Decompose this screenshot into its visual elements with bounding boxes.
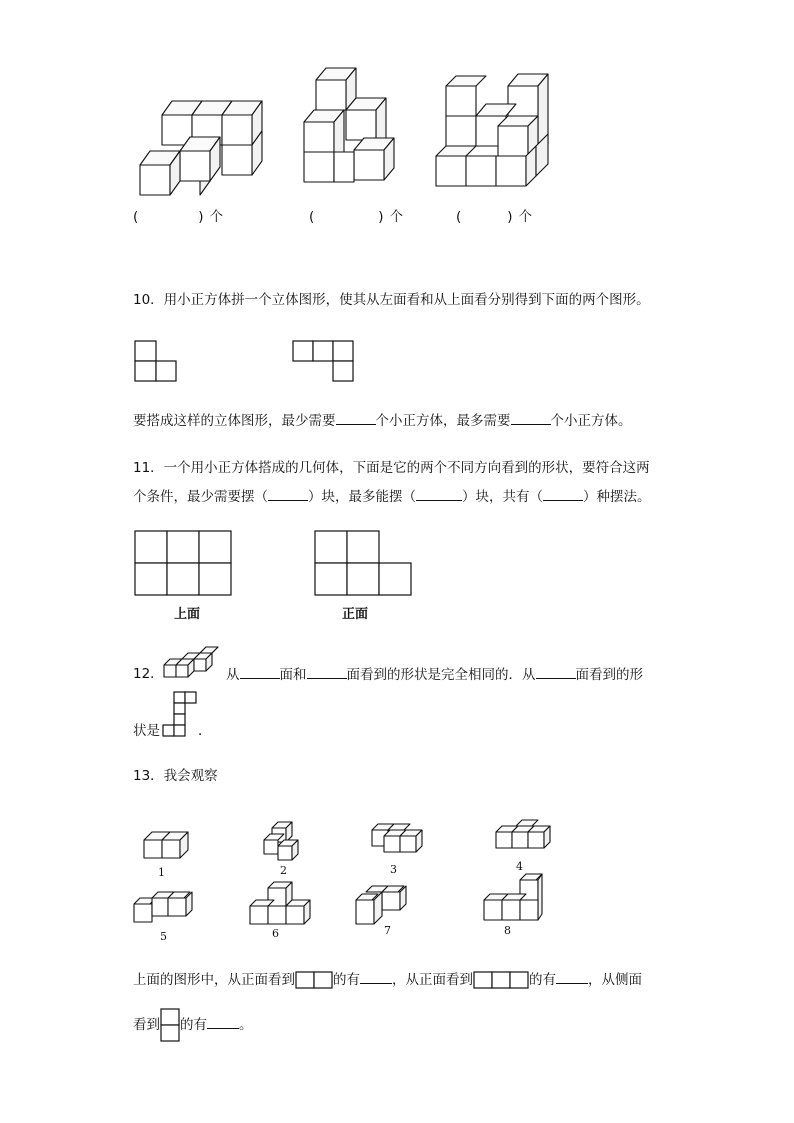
q11-question-line2: 个条件，最少需要摆（ ）块，最多能摆（ ）块，共有（ ）种摆法。	[133, 489, 651, 505]
q9-answer-2-blank[interactable]	[314, 208, 378, 221]
q10-max-blank[interactable]	[511, 411, 551, 425]
q10-question: 10．用小正方体拼一个立体图形，使其从左面看和从上面看分别得到下面的两个图形。	[133, 292, 650, 308]
q13-blank-2[interactable]	[556, 970, 588, 984]
q13-blank-1[interactable]	[360, 970, 392, 984]
q13-vertical-two-square-shape	[160, 1008, 180, 1042]
q13-title: 13．我会观察	[133, 768, 218, 784]
q12-line2-end: ．	[198, 723, 212, 739]
q13-label-7: 7	[384, 924, 391, 937]
q13-three-square-shape	[473, 970, 529, 990]
q13-label-6: 6	[272, 927, 279, 940]
q13-figure-1	[140, 826, 200, 864]
q13-answer-line2: 看到 的有 。	[133, 1008, 253, 1042]
q12-face2-blank[interactable]	[307, 665, 347, 679]
q13-figure-8	[482, 872, 548, 924]
q11-question-line1: 11．一个用小正方体搭成的几何体，下面是它的两个不同方向看到的形状，要符合这两	[133, 460, 650, 476]
q13-label-4: 4	[516, 860, 523, 873]
q13-label-5: 5	[160, 930, 167, 943]
q9-answer-1-blank[interactable]	[138, 208, 198, 221]
q11-caption-front: 正面	[342, 607, 369, 622]
q12-number: 12．	[133, 666, 164, 682]
q13-two-square-shape	[295, 970, 333, 990]
q13-label-1: 1	[158, 866, 165, 879]
q12-face1-blank[interactable]	[240, 665, 280, 679]
q13-figure-6	[248, 880, 314, 930]
q10-top-view	[292, 340, 356, 384]
q13-label-2: 2	[280, 864, 287, 877]
q10-min-blank[interactable]	[336, 411, 376, 425]
q12-face3-blank[interactable]	[536, 665, 576, 679]
q9-answer-3-blank[interactable]	[461, 208, 507, 221]
q9-figure-2	[296, 64, 416, 194]
q13-figure-4	[492, 818, 560, 858]
q9-figure-1	[130, 95, 275, 205]
q13-label-8: 8	[504, 924, 511, 937]
q11-caption-top: 上面	[174, 607, 201, 622]
q13-figure-2	[260, 820, 310, 864]
q13-figure-7	[352, 884, 412, 930]
q11-ways-blank[interactable]	[543, 487, 583, 501]
q9-answer-1: ( ) 个	[133, 209, 224, 225]
q13-label-3: 3	[390, 863, 397, 876]
q9-answer-2: ( ) 个	[309, 209, 404, 225]
q13-figure-3	[368, 820, 428, 860]
q11-min-blank[interactable]	[268, 487, 308, 501]
q11-top-view	[134, 529, 234, 597]
q13-blank-3[interactable]	[207, 1015, 239, 1029]
q11-front-view	[314, 529, 414, 597]
q12-question-line1: 从 面和 面看到的形状是完全相同的．从 面看到的形	[226, 667, 643, 683]
q10-answer-line: 要搭成这样的立体图形，最少需要 个小正方体，最多需要 个小正方体。	[133, 413, 632, 429]
q13-figure-5	[130, 888, 202, 928]
q12-question-line2: 状是	[133, 723, 160, 739]
q11-max-blank[interactable]	[416, 487, 462, 501]
q12-cube-figure	[160, 643, 226, 683]
q13-answer-line1: 上面的图形中，从正面看到 的有 ，从正面看到 的有 ，从侧面	[133, 972, 642, 988]
q10-left-view	[134, 340, 178, 384]
q12-view-shape	[162, 690, 198, 738]
q9-answer-3: ( ) 个	[456, 209, 533, 225]
q9-figure-3	[432, 70, 557, 195]
